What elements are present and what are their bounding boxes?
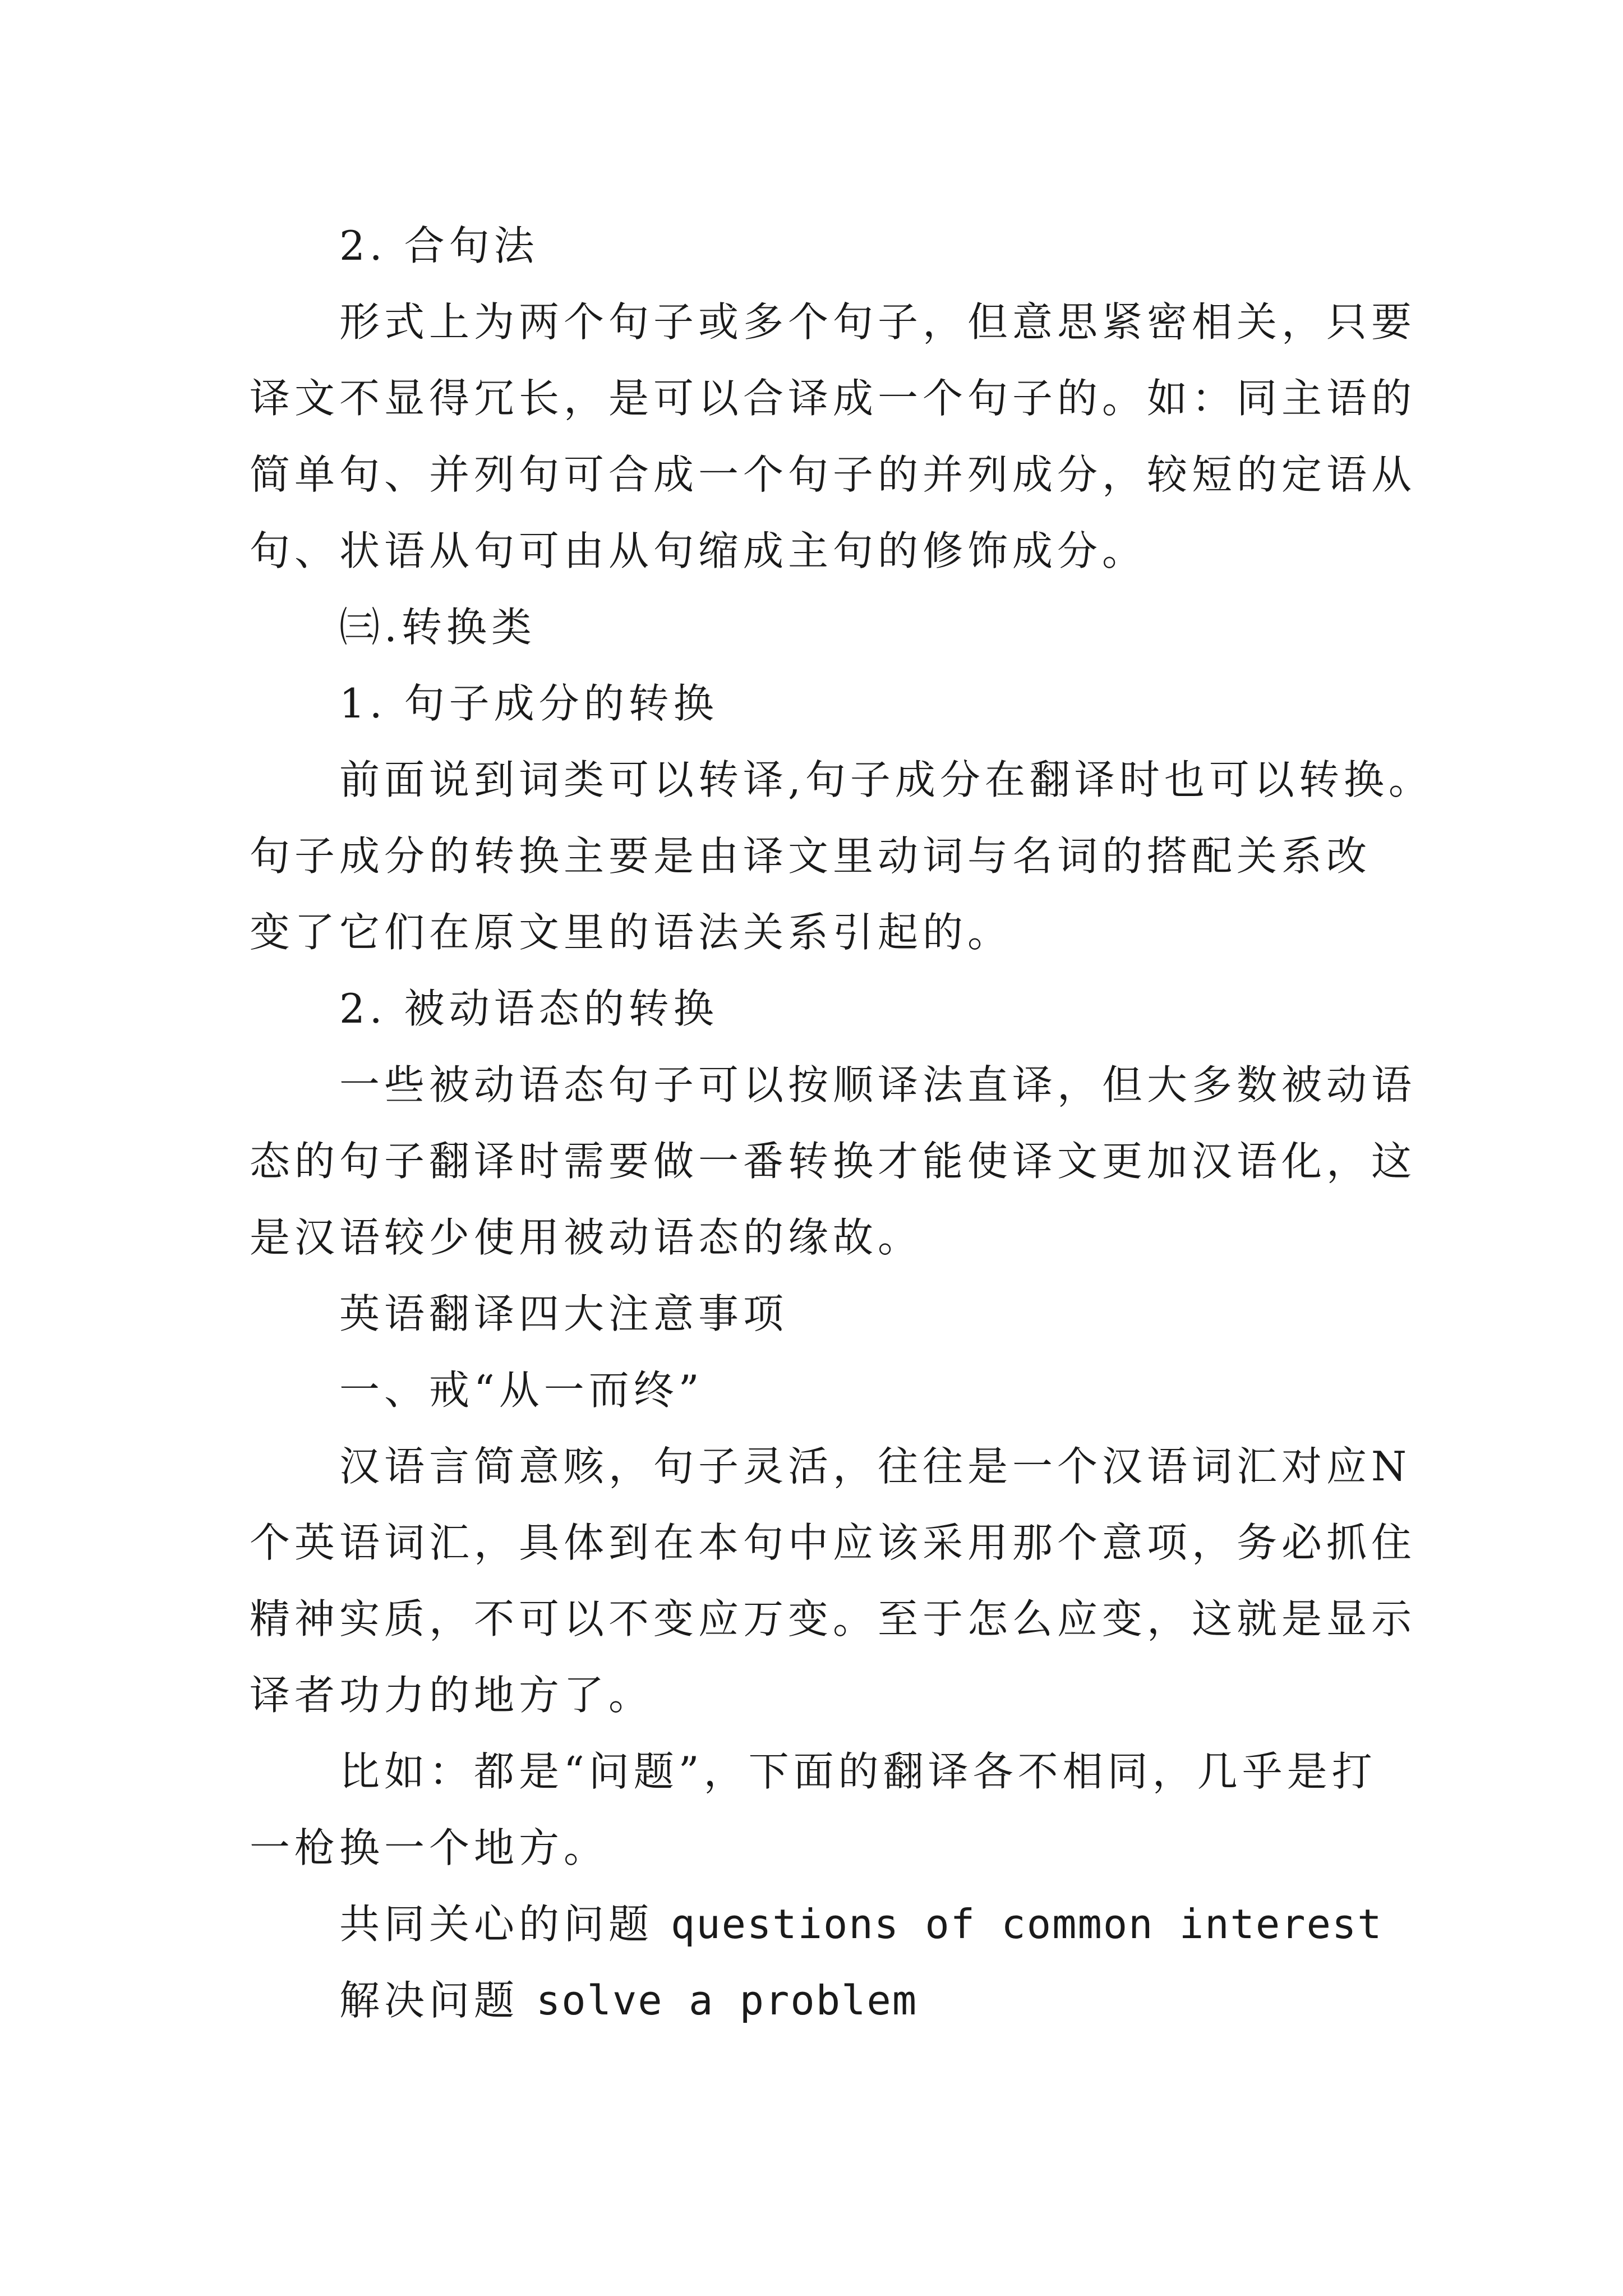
paragraph-line: 译者功力的地方了。 (250, 1672, 654, 1719)
paragraph-line: 一些被动语态句子可以按顺译法直译，但大多数被动语 (339, 1061, 1417, 1108)
example-row (250, 1962, 1382, 2039)
paragraph-line: 简单句、并列句可合成一个句子的并列成分，较短的定语从 (250, 451, 1417, 498)
example-chinese: 解决问题 (339, 1977, 519, 2024)
example-chinese: 共同关心的问题 (339, 1901, 654, 1948)
heading-passive-conversion: 2. 被动语态的转换 (339, 985, 718, 1032)
paragraph-line: 态的句子翻译时需要做一番转换才能使译文更加汉语化，这 (250, 1138, 1417, 1185)
example-english: solve a problem (536, 1977, 918, 2024)
paragraph-line: 句子成分的转换主要是由译文里动词与名词的搭配关系改 (250, 832, 1372, 880)
paragraph-passive-conversion (250, 1047, 1417, 1276)
heading-combine-sentences: 2. 合句法 (339, 222, 539, 269)
paragraph-line: 句、状语从句可由从句缩成主句的修饰成分。 (250, 527, 1147, 574)
paragraph-example-intro (250, 1733, 1382, 1886)
paragraph-line: 前面说到词类可以转译,句子成分在翻译时也可以转换。 (339, 756, 1433, 803)
paragraph-combine-sentences (250, 284, 1417, 589)
paragraph-line: 译文不显得冗长，是可以合译成一个句子的。如：同主语的 (250, 375, 1417, 422)
paragraph-line: 变了它们在原文里的语法关系引起的。 (250, 909, 1013, 956)
example-english: questions of common interest (670, 1901, 1383, 1948)
paragraph-line: 是汉语较少使用被动语态的缘故。 (250, 1214, 923, 1261)
paragraph-line: 个英语词汇，具体到在本句中应该采用那个意项，务必抓住 (250, 1519, 1417, 1566)
example-row (250, 1886, 1382, 1962)
heading-note-one: 一、戒“从一而终” (339, 1366, 704, 1414)
paragraph-line: 比如：都是“问题”，下面的翻译各不相同，几乎是打 (339, 1748, 1377, 1795)
paragraph-component-conversion (250, 742, 1433, 970)
heading-four-notes: 英语翻译四大注意事项 (339, 1290, 789, 1337)
paragraph-line: 一枪换一个地方。 (250, 1824, 609, 1871)
paragraph-line: 形式上为两个句子或多个句子，但意思紧密相关，只要 (339, 298, 1417, 346)
paragraph-line: 汉语言简意赅，句子灵活，往往是一个汉语词汇对应N (339, 1443, 1412, 1490)
heading-component-conversion: 1. 句子成分的转换 (339, 680, 718, 727)
paragraph-line: 精神实质，不可以不变应万变。至于怎么应变，这就是显示 (250, 1595, 1417, 1642)
heading-conversion-category: ㈢.转换类 (339, 604, 536, 651)
document-body (250, 208, 1433, 2039)
paragraph-note-one (250, 1428, 1417, 1733)
